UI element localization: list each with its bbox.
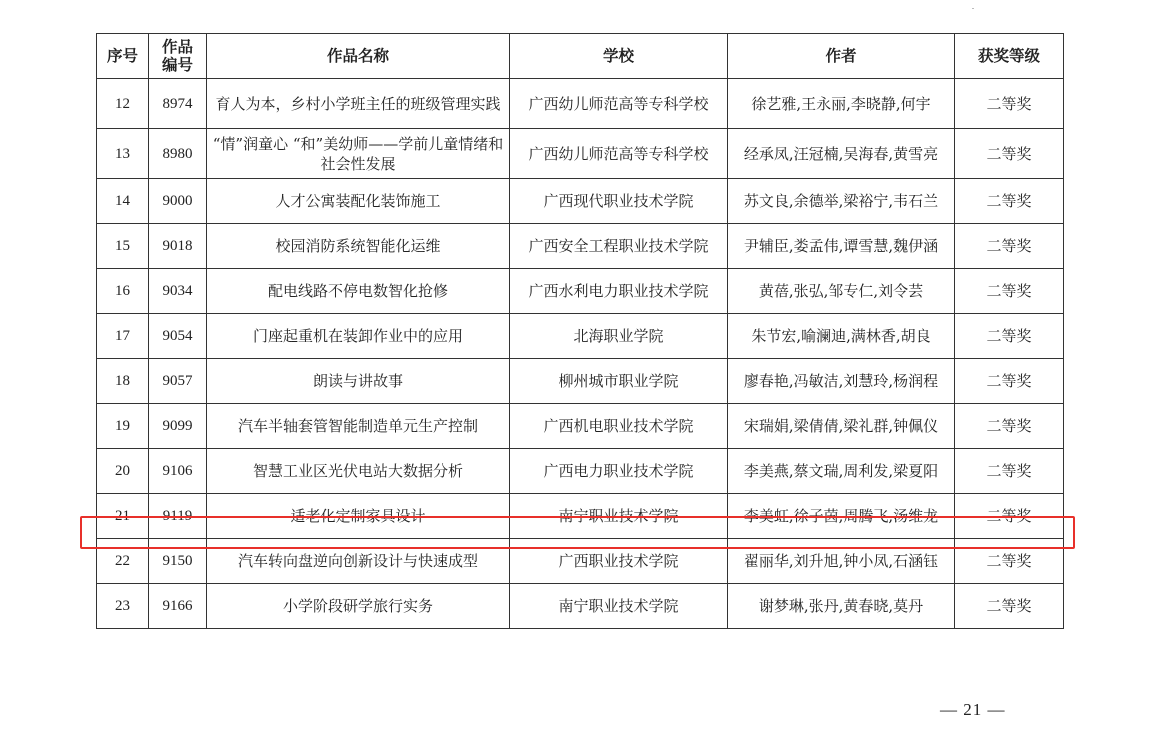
cell-name: 校园消防系统智能化运维 xyxy=(207,224,510,269)
cell-seq: 18 xyxy=(97,359,149,404)
cell-level: 二等奖 xyxy=(955,584,1064,629)
cell-name: “情”润童心 “和”美幼师——学前儿童情绪和社会性发展 xyxy=(207,129,510,179)
cell-school: 广西幼儿师范高等专科学校 xyxy=(510,129,728,179)
page-number: — 21 — xyxy=(940,700,1006,719)
cell-school: 广西职业技术学院 xyxy=(510,539,728,584)
header-level: 获奖等级 xyxy=(955,34,1064,79)
cell-name: 汽车转向盘逆向创新设计与快速成型 xyxy=(207,539,510,584)
highlight-box xyxy=(80,516,1075,549)
cell-school: 广西水利电力职业技术学院 xyxy=(510,269,728,314)
table-row xyxy=(97,129,1064,179)
cell-level: 二等奖 xyxy=(955,449,1064,494)
cell-authors: 朱节宏,喻澜迪,满林香,胡良 xyxy=(728,314,955,359)
cell-seq: 16 xyxy=(97,269,149,314)
cell-level: 二等奖 xyxy=(955,494,1064,539)
table-row xyxy=(97,584,1064,629)
header-code: 作品编号 xyxy=(149,34,207,79)
cell-level: 二等奖 xyxy=(955,129,1064,179)
cell-level: 二等奖 xyxy=(955,359,1064,404)
cell-seq: 23 xyxy=(97,584,149,629)
table-row xyxy=(97,224,1064,269)
cell-name: 门座起重机在装卸作业中的应用 xyxy=(207,314,510,359)
cell-school: 南宁职业技术学院 xyxy=(510,494,728,539)
cell-school: 广西幼儿师范高等专科学校 xyxy=(510,79,728,129)
cell-code: 9119 xyxy=(149,494,207,539)
cell-school: 广西安全工程职业技术学院 xyxy=(510,224,728,269)
cell-name: 育人为本，乡村小学班主任的班级管理实践 xyxy=(207,79,510,129)
cell-school: 广西机电职业技术学院 xyxy=(510,404,728,449)
table-header-row xyxy=(97,34,1064,79)
cell-seq: 12 xyxy=(97,79,149,129)
header-name: 作品名称 xyxy=(207,34,510,79)
cell-seq: 21 xyxy=(97,494,149,539)
cell-name: 人才公寓装配化装饰施工 xyxy=(207,179,510,224)
cell-school: 广西电力职业技术学院 xyxy=(510,449,728,494)
table-row xyxy=(97,79,1064,129)
cell-code: 9057 xyxy=(149,359,207,404)
cell-name: 智慧工业区光伏电站大数据分析 xyxy=(207,449,510,494)
cell-school: 南宁职业技术学院 xyxy=(510,584,728,629)
cell-name: 小学阶段研学旅行实务 xyxy=(207,584,510,629)
table-row xyxy=(97,314,1064,359)
cell-authors: 经承凤,汪冠楠,吴海春,黄雪亮 xyxy=(728,129,955,179)
cell-authors: 黄蓓,张弘,邹专仁,刘令芸 xyxy=(728,269,955,314)
cell-school: 广西现代职业技术学院 xyxy=(510,179,728,224)
table-row xyxy=(97,404,1064,449)
cell-seq: 17 xyxy=(97,314,149,359)
cell-authors: 谢梦琳,张丹,黄春晓,莫丹 xyxy=(728,584,955,629)
cell-level: 二等奖 xyxy=(955,539,1064,584)
cell-level: 二等奖 xyxy=(955,314,1064,359)
cell-level: 二等奖 xyxy=(955,179,1064,224)
cell-code: 9099 xyxy=(149,404,207,449)
table-row xyxy=(97,269,1064,314)
cell-authors: 尹辅臣,娄孟伟,谭雪慧,魏伊涵 xyxy=(728,224,955,269)
cell-authors: 苏文良,余德举,梁裕宁,韦石兰 xyxy=(728,179,955,224)
cell-authors: 宋瑞娟,梁倩倩,梁礼群,钟佩仪 xyxy=(728,404,955,449)
cell-name: 配电线路不停电数智化抢修 xyxy=(207,269,510,314)
cell-seq: 13 xyxy=(97,129,149,179)
table-row xyxy=(97,359,1064,404)
cell-level: 二等奖 xyxy=(955,79,1064,129)
cell-seq: 22 xyxy=(97,539,149,584)
header-seq: 序号 xyxy=(97,34,149,79)
table-row xyxy=(97,449,1064,494)
cell-code: 9106 xyxy=(149,449,207,494)
cell-code: 9034 xyxy=(149,269,207,314)
scan-speck xyxy=(972,8,974,9)
cell-authors: 徐艺雅,王永丽,李晓静,何宇 xyxy=(728,79,955,129)
header-school: 学校 xyxy=(510,34,728,79)
cell-name: 汽车半轴套管智能制造单元生产控制 xyxy=(207,404,510,449)
cell-authors: 李美虹,徐子茵,周腾飞,汤维龙 xyxy=(728,494,955,539)
cell-level: 二等奖 xyxy=(955,224,1064,269)
header-authors: 作者 xyxy=(728,34,955,79)
cell-seq: 14 xyxy=(97,179,149,224)
cell-authors: 翟丽华,刘升旭,钟小凤,石涵钰 xyxy=(728,539,955,584)
cell-code: 9018 xyxy=(149,224,207,269)
cell-level: 二等奖 xyxy=(955,404,1064,449)
cell-authors: 李美燕,蔡文瑞,周利发,梁夏阳 xyxy=(728,449,955,494)
cell-name: 适老化定制家具设计 xyxy=(207,494,510,539)
cell-code: 9000 xyxy=(149,179,207,224)
table-row xyxy=(97,179,1064,224)
cell-authors: 廖春艳,冯敏洁,刘慧玲,杨润程 xyxy=(728,359,955,404)
cell-code: 9166 xyxy=(149,584,207,629)
cell-seq: 19 xyxy=(97,404,149,449)
cell-level: 二等奖 xyxy=(955,269,1064,314)
cell-school: 北海职业学院 xyxy=(510,314,728,359)
cell-seq: 20 xyxy=(97,449,149,494)
cell-code: 9054 xyxy=(149,314,207,359)
cell-seq: 15 xyxy=(97,224,149,269)
cell-code: 8974 xyxy=(149,79,207,129)
cell-school: 柳州城市职业学院 xyxy=(510,359,728,404)
cell-code: 8980 xyxy=(149,129,207,179)
cell-name: 朗读与讲故事 xyxy=(207,359,510,404)
cell-code: 9150 xyxy=(149,539,207,584)
